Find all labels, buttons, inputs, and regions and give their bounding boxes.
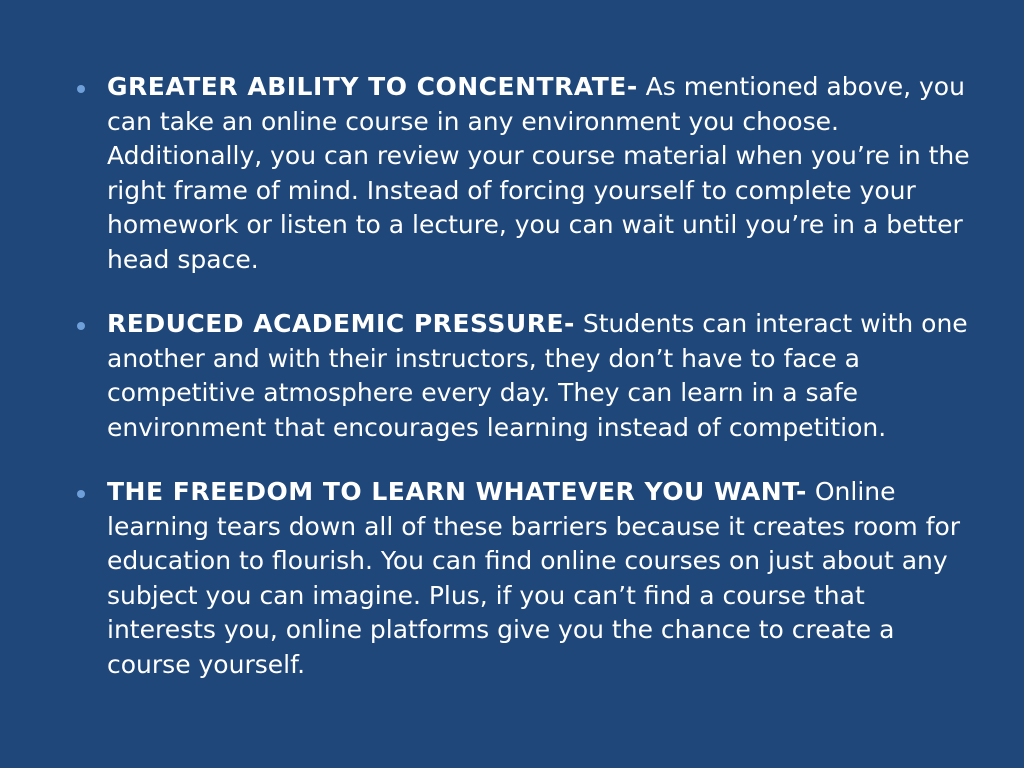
bullet-dot-icon bbox=[77, 322, 85, 330]
bullet-item-concentrate bbox=[74, 70, 974, 277]
bullet-list bbox=[74, 70, 974, 682]
bullet-dot-icon bbox=[77, 85, 85, 93]
bullet-item-pressure bbox=[74, 307, 974, 445]
bullet-text: Online learning tears down all of these barriers because it creates room for education to flourish. You can find online courses on just about any subject you can imagine. Plus, if you can’t find a course that interests you, online platforms give you the chance to create a course yourself. bbox=[107, 477, 961, 679]
bullet-dot-icon bbox=[77, 490, 85, 498]
bullet-heading: GREATER ABILITY TO CONCENTRATE- bbox=[107, 72, 638, 101]
bullet-text: As mentioned above, you can take an online course in any environment you choose. Additionally, you can review your course material when you’re in the right frame of mind. Instead of forcing yourself to complete your homework or listen to a lecture, you can wait until you’re in a better head space. bbox=[107, 72, 970, 274]
bullet-item-freedom bbox=[74, 475, 974, 682]
bullet-text: Students can interact with one another and with their instructors, they don’t have to face a competitive atmosphere every day. They can learn in a safe environment that encourages learning instead of competition. bbox=[107, 309, 968, 442]
bullet-heading: THE FREEDOM TO LEARN WHATEVER YOU WANT- bbox=[107, 477, 807, 506]
bullet-heading: REDUCED ACADEMIC PRESSURE- bbox=[107, 309, 575, 338]
